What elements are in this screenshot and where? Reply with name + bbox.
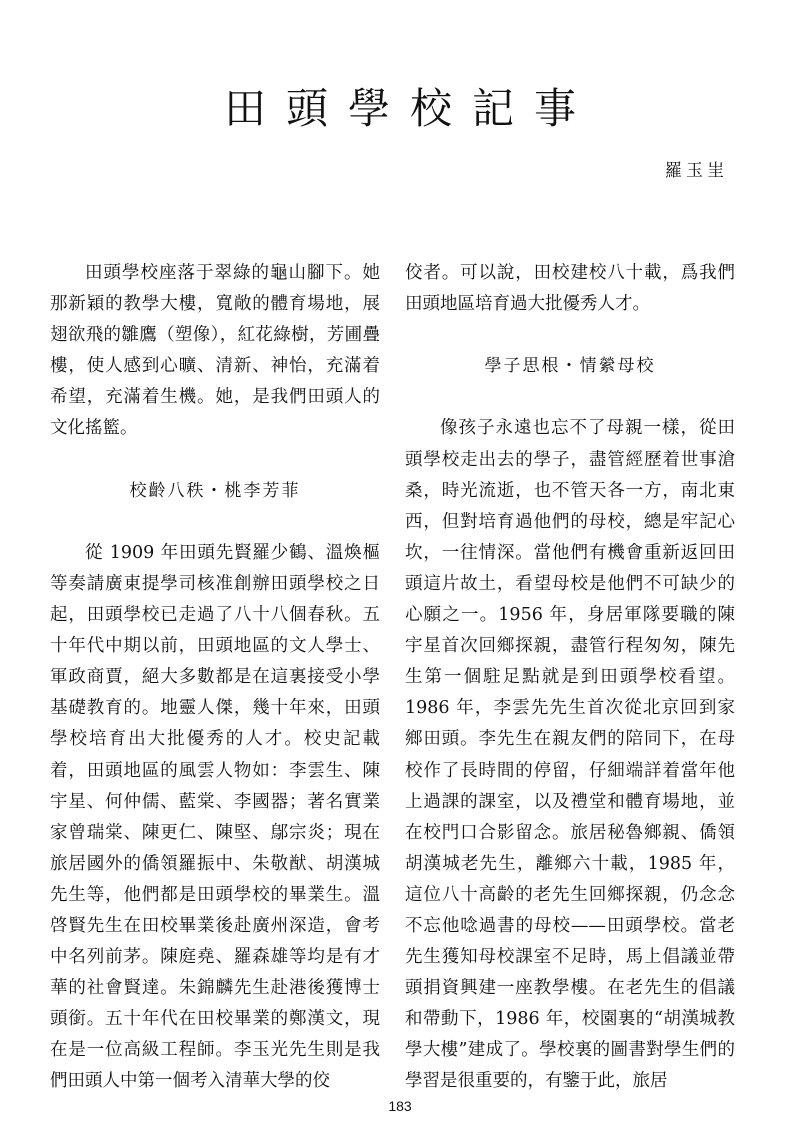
continued-paragraph: 佼者。可以說，田校建校八十載，爲我們田頭地區培育過大批優秀人才。 <box>405 263 735 315</box>
spacer <box>50 507 380 538</box>
spacer <box>50 445 380 476</box>
section-1-paragraph: 從 1909 年田頭先賢羅少鶴、溫煥樞等奏請廣東提學司核准創辦田頭學校之日起，田頭學校已走過了八十八個春秋。五十年代中期以前，田頭地區的文人學士、軍政商賈，絕大多數都是在這裏接受小學基礎教育的。地靈人傑，幾十年來，田頭學校培育出大批優秀的人才。校史記載着，田頭地區的風雲人物如：李雲生、陳宇星、何仲儒、藍棠、李國器；著名實業家曾瑞棠、陳更仁、陳堅、鄔宗炎；現在旅居國外的僑領羅振中、朱敬猷、胡漢城先生等，他們都是田頭學校的畢業生。溫啓賢先生在田校畢業後赴廣州深造，會考中名列前茅。陳庭堯、羅森雄等均是有才華的社會賢達。朱錦麟先生赴港後獲博士頭銜。五十年代在田校畢業的鄭漢文，現在是一位高級工程師。李玉光先生則是我們田頭人中第一個考入清華大學的佼 <box>50 542 380 1092</box>
section-heading-2: 學子思根・情縈母校 <box>484 356 656 377</box>
page-title: 田頭學校記事 <box>223 84 596 133</box>
spacer <box>405 382 735 413</box>
intro-paragraph: 田頭學校座落于翠綠的龜山腳下。她那新穎的教學大樓，寬敞的體育場地，展翅欲飛的雛鷹（塑像），紅花綠樹，芳圃疊樓，使人感到心曠、清新、神怡，充滿着希望，充滿着生機。她，是我們田頭人的文化搖籃。 <box>50 263 380 439</box>
author-name: 羅玉㞷 <box>665 161 728 181</box>
page-number: 183 <box>388 1098 412 1114</box>
section-heading-1: 校齡八秩・桃李芳菲 <box>129 480 301 501</box>
left-column <box>50 258 380 1098</box>
spacer <box>405 320 735 351</box>
section-2-paragraph: 像孩子永遠也忘不了母親一樣，從田頭學校走出去的學子，盡管經歷着世事滄桑，時光流逝，也不管天各一方，南北東西，但對培育過他們的母校，總是牢記心坎，一往情深。當他們有機會重新返回田頭這片故土，看望母校是他們不可缺少的心願之一。1956 年，身居軍隊要職的陳宇星首次回鄉探親，盡管行程匆匆，陳先生第一個駐足點就是到田頭學校看望。1986 年，李雲先先生首次從北京回到家鄉田頭。李先生在親友們的陪同下，在母校作了長時間的停留，仔細端詳着當年他上過課的課室，以及禮堂和體育場地，並在校門口合影留念。旅居秘魯鄉親、僑領胡漢城老先生，離鄉六十載，1985 年，這位八十高齡的老先生回鄉探親，仍念念不忘他唸過書的母校——田頭學校。當老先生獲知母校課室不足時，馬上倡議並帶頭捐資興建一座教學樓。在老先生的倡議和帶動下，1986 年，校園裏的“胡漢城教學大樓”建成了。學校裏的圖書對學生們的學習是很重要的，有鑒于此，旅居 <box>405 418 735 1092</box>
right-column <box>405 258 735 1098</box>
